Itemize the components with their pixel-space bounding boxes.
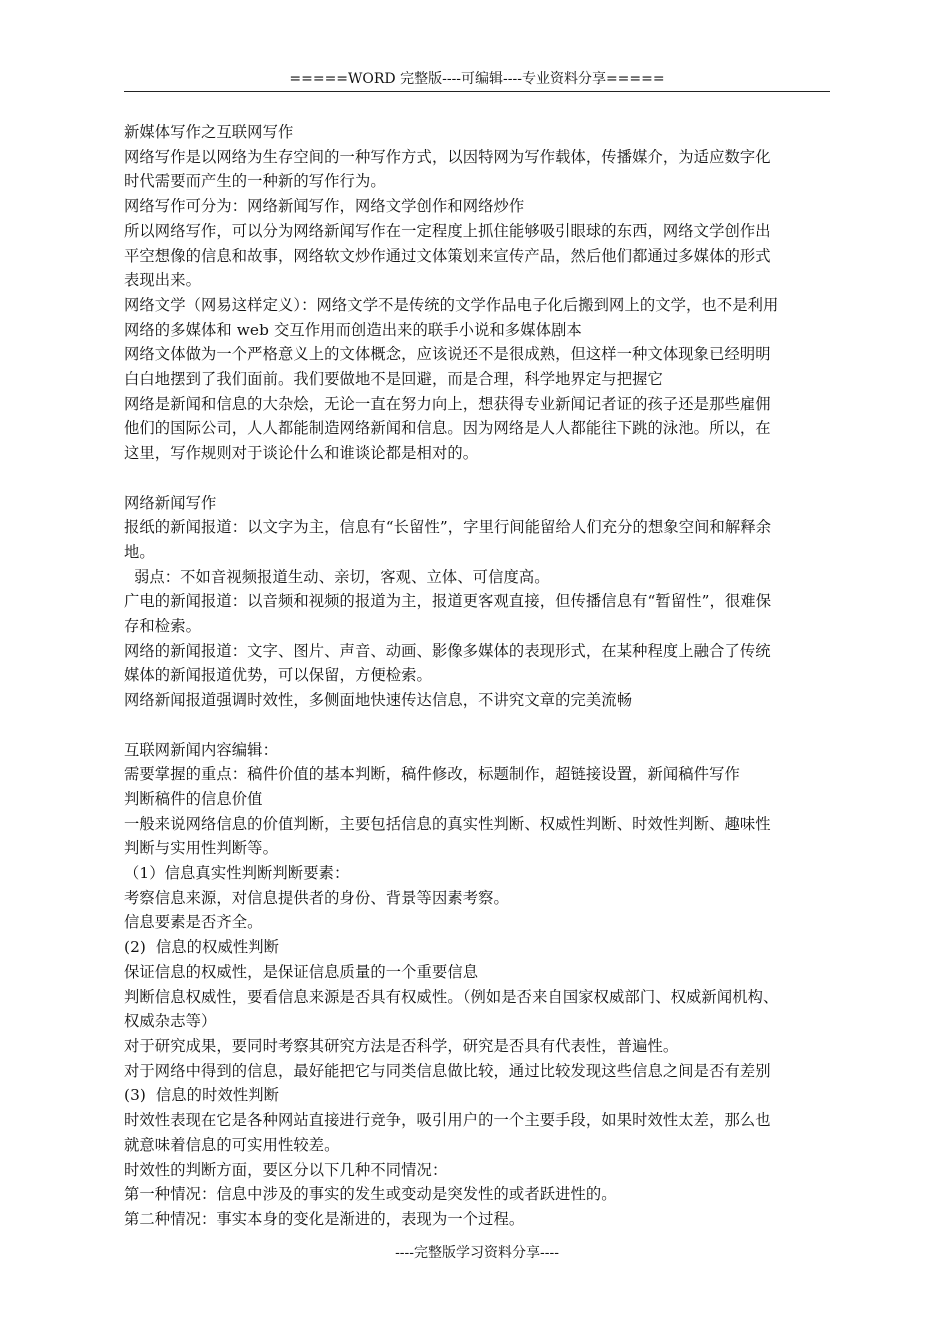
text-line: 网络的新闻报道：文字、图片、声音、动画、影像多媒体的表现形式，在某种程度上融合了传统 bbox=[124, 641, 771, 660]
text-line: 这里，写作规则对于谈论什么和谁谈论都是相对的。 bbox=[124, 444, 479, 463]
text-line: 互联网新闻内容编辑： bbox=[124, 740, 278, 759]
text-line: 新媒体写作之互联网写作 bbox=[124, 123, 294, 141]
blank-line bbox=[124, 466, 830, 491]
text-line: 一般来说网络信息的价值判断，主要包括信息的真实性判断、权威性判断、时效性判断、趣味性 bbox=[124, 814, 771, 833]
text-line: 保证信息的权威性，是保证信息质量的一个重要信息 bbox=[124, 962, 479, 981]
text-line: 弱点：不如音视频报道生动、亲切，客观、立体、可信度高。 bbox=[124, 567, 550, 586]
page-header: =====WORD 完整版----可编辑----专业资料分享===== bbox=[289, 71, 665, 87]
text-line: 时代需要而产生的一种新的写作行为。 bbox=[124, 172, 386, 191]
text-line: 所以网络写作，可以分为网络新闻写作在一定程度上抓住能够吸引眼球的东西，网络文学创作出 bbox=[124, 221, 771, 240]
text-line: (2) 信息的权威性判断 bbox=[124, 938, 280, 957]
text-line: 白白地摆到了我们面前。我们要做地不是回避，而是合理，科学地界定与把握它 bbox=[124, 370, 663, 389]
text-line: 考察信息来源，对信息提供者的身份、背景等因素考察。 bbox=[124, 888, 509, 907]
text-line: 表现出来。 bbox=[124, 271, 201, 290]
text-line: 广电的新闻报道：以音频和视频的报道为主，报道更客观直接，但传播信息有“暂留性”，很难保 bbox=[124, 592, 772, 611]
text-line: 他们的国际公司，人人都能制造网络新闻和信息。因为网络是人人都能往下跳的泳池。所以，在 bbox=[124, 419, 771, 438]
text-line: 网络写作是以网络为生存空间的一种写作方式，以因特网为写作载体，传播媒介，为适应数字化 bbox=[124, 147, 771, 166]
text-line: 判断信息权威性，要看信息来源是否具有权威性。（例如是否来自国家权威部门、权威新闻机构、 bbox=[124, 987, 779, 1006]
text-line: 对于网络中得到的信息，最好能把它与同类信息做比较，通过比较发现这些信息之间是否有差别 bbox=[124, 1061, 771, 1080]
header-divider bbox=[124, 91, 830, 92]
text-line: 报纸的新闻报道：以文字为主，信息有“长留性”，字里行间能留给人们充分的想象空间和解释余 bbox=[124, 518, 772, 537]
text-line: 判断稿件的信息价值 bbox=[124, 789, 263, 808]
text-line: 对于研究成果，要同时考察其研究方法是否科学，研究是否具有代表性，普遍性。 bbox=[124, 1036, 679, 1055]
text-line: 就意味着信息的可实用性较差。 bbox=[124, 1135, 340, 1154]
text-line: 时效性的判断方面，要区分以下几种不同情况： bbox=[124, 1160, 448, 1179]
text-line: 第二种情况：事实本身的变化是渐进的，表现为一个过程。 bbox=[124, 1209, 525, 1228]
blank-line bbox=[124, 713, 830, 738]
text-line: 需要掌握的重点：稿件价值的基本判断，稿件修改，标题制作，超链接设置，新闻稿件写作 bbox=[124, 765, 740, 784]
text-line: 网络文学（网易这样定义）：网络文学不是传统的文学作品电子化后搬到网上的文学，也不是利用 bbox=[124, 295, 779, 314]
document-body bbox=[124, 120, 830, 1232]
text-line: 时效性表现在它是各种网站直接进行竞争，吸引用户的一个主要手段，如果时效性太差，那么也 bbox=[124, 1111, 771, 1130]
text-line: 媒体的新闻报道优势，可以保留，方便检索。 bbox=[124, 666, 432, 685]
text-line: 网络是新闻和信息的大杂烩，无论一直在努力向上，想获得专业新闻记者证的孩子还是那些雇佣 bbox=[124, 394, 771, 413]
text-line: 网络写作可分为：网络新闻写作，网络文学创作和网络炒作 bbox=[124, 197, 525, 216]
text-line: 权威杂志等） bbox=[124, 1012, 217, 1031]
text-line: 信息要素是否齐全。 bbox=[124, 913, 263, 932]
page-footer: ----完整版学习资料分享---- bbox=[395, 1245, 559, 1261]
text-line: 第一种情况：信息中涉及的事实的发生或变动是突发性的或者跃进性的。 bbox=[124, 1185, 617, 1204]
text-line: （1）信息真实性判断判断要素： bbox=[124, 864, 350, 883]
text-line: (3) 信息的时效性判断 bbox=[124, 1086, 280, 1105]
text-line: 平空想像的信息和故事，网络软文炒作通过文体策划来宣传产品，然后他们都通过多媒体的形式 bbox=[124, 246, 771, 265]
text-line: 网络的多媒体和 web 交互作用而创造出来的联手小说和多媒体剧本 bbox=[124, 320, 582, 339]
text-line: 网络新闻写作 bbox=[124, 493, 217, 512]
text-line: 网络文体做为一个严格意义上的文体概念，应该说还不是很成熟，但这样一种文体现象已经明明 bbox=[124, 345, 771, 364]
text-line: 判断与实用性判断等。 bbox=[124, 839, 278, 858]
text-line: 网络新闻报道强调时效性，多侧面地快速传达信息，不讲究文章的完美流畅 bbox=[124, 691, 633, 710]
text-line: 存和检索。 bbox=[124, 617, 201, 636]
text-line: 地。 bbox=[124, 542, 155, 561]
